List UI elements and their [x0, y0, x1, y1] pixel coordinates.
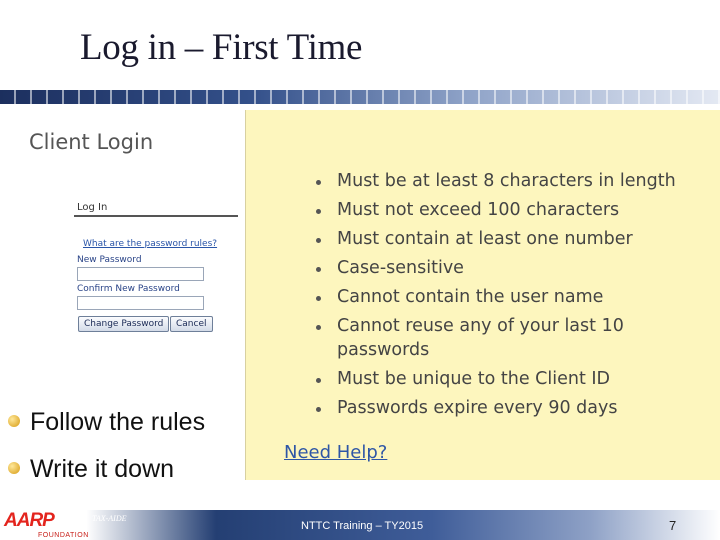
login-section-header: Log In — [77, 202, 108, 213]
slide-title: Log in – First Time — [80, 27, 363, 68]
bullet-icon — [316, 296, 321, 301]
footer-bar — [0, 510, 720, 540]
foundation-logo-text: FOUNDATION — [38, 532, 89, 539]
rule-text: Must not exceed 100 characters — [337, 200, 620, 220]
slide-bullet-text: Write it down — [30, 455, 175, 483]
bullet-icon — [316, 378, 321, 383]
slide-bullet-item — [8, 408, 205, 437]
aarp-logo-text: AARP — [4, 510, 54, 531]
password-rules-link[interactable]: What are the password rules? — [83, 239, 218, 249]
rule-item — [314, 286, 709, 310]
rule-item — [314, 228, 709, 252]
rule-item — [314, 368, 709, 392]
slide-bullet-item — [8, 455, 174, 484]
rule-item — [314, 397, 709, 421]
tax-aide-label: TAX-AIDE — [92, 514, 127, 523]
login-section-divider — [74, 215, 238, 217]
client-login-heading: Client Login — [29, 130, 154, 154]
need-help-link[interactable]: Need Help? — [284, 442, 388, 463]
cancel-button[interactable]: Cancel — [170, 316, 213, 332]
rule-item — [314, 257, 709, 281]
change-password-button[interactable]: Change Password — [78, 316, 169, 332]
bullet-icon — [316, 180, 321, 185]
new-password-label: New Password — [77, 255, 142, 265]
rule-text: Must be at least 8 characters in length — [337, 171, 676, 191]
slide-bullet-text: Follow the rules — [30, 408, 206, 436]
login-form-panel — [74, 200, 240, 340]
rule-item — [314, 199, 709, 223]
bullet-icon — [316, 238, 321, 243]
bullet-icon — [316, 267, 321, 272]
rule-text: Passwords expire every 90 days — [337, 397, 618, 418]
new-password-field[interactable] — [77, 267, 204, 281]
rule-text: Case-sensitive — [337, 258, 464, 278]
rule-item — [314, 315, 709, 362]
title-divider-stripes — [0, 90, 720, 104]
bullet-icon — [316, 325, 321, 330]
aarp-foundation-logo — [0, 510, 92, 540]
footer-training-label: NTTC Training – TY2015 — [301, 520, 424, 532]
bullet-icon — [8, 415, 20, 427]
bullet-icon — [316, 407, 321, 412]
rule-text: Cannot contain the user name — [337, 287, 604, 307]
page-number: 7 — [669, 518, 677, 533]
rule-text: Cannot reuse any of your last 10 passwords — [337, 316, 624, 360]
bullet-icon — [316, 209, 321, 214]
rule-item — [314, 170, 709, 194]
confirm-password-label: Confirm New Password — [77, 284, 180, 294]
rule-text: Must be unique to the Client ID — [337, 368, 611, 389]
confirm-password-field[interactable] — [77, 296, 204, 310]
rule-text: Must contain at least one number — [337, 229, 633, 249]
password-rules-list — [314, 170, 709, 426]
password-rules-box — [245, 110, 720, 480]
bullet-icon — [8, 462, 20, 474]
